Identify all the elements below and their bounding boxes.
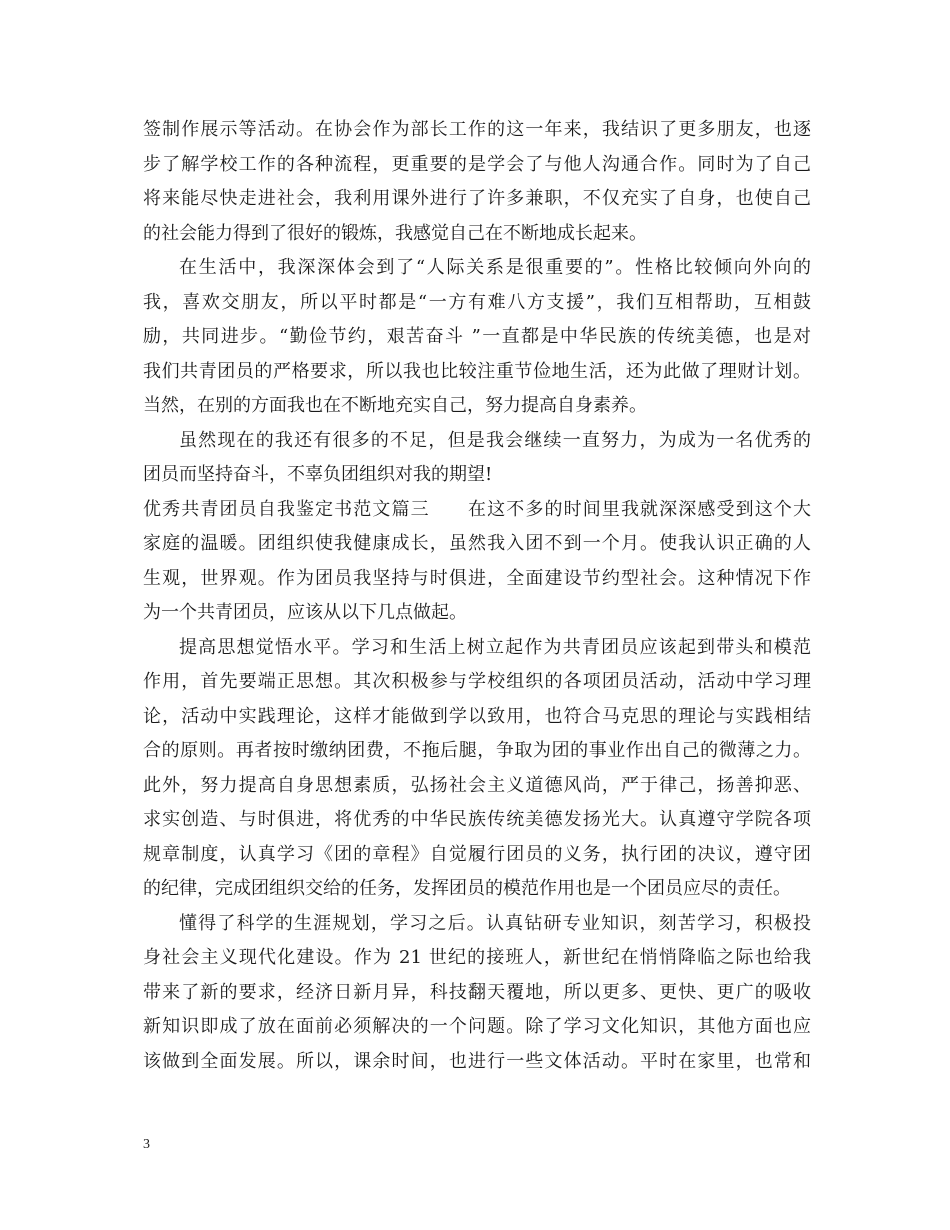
- text-line: 该做到全面发展。所以，课余时间，也进行一些文体活动。平时在家里，也常和: [143, 1050, 811, 1072]
- text-line: 当然，在别的方面我也在不断地充实自己，努力提高自身素养。: [143, 395, 647, 416]
- text-line: 懂得了科学的生涯规划，学习之后。认真钻研专业知识，刻苦学习，积极投: [179, 912, 811, 934]
- text-line: 规章制度，认真学习《团的章程》自觉履行团员的义务，执行团的决议，遵守团: [143, 843, 811, 865]
- text-line: 家庭的温暖。团组织使我健康成长，虽然我入团不到一个月。使我认识正确的人: [143, 533, 811, 554]
- text-line: 励，共同进步。“勤俭节约，艰苦奋斗 ”一直都是中华民族的传统美德，也是对: [143, 326, 811, 347]
- text-line: 签制作展示等活动。在协会作为部长工作的这一年来，我结识了更多朋友，也逐: [143, 119, 811, 140]
- document-body: [143, 113, 811, 1079]
- text-line: 在生活中，我深深体会到了“人际关系是很重要的”。性格比较倾向外向的: [179, 257, 811, 278]
- text-line: 论，活动中实践理论，这样才能做到学以致用，也符合马克思的理论与实践相结: [143, 705, 811, 727]
- text-line: 我，喜欢交朋友，所以平时都是“一方有难八方支援”，我们互相帮助，互相鼓: [143, 291, 811, 313]
- text-line: 生观，世界观。作为团员我坚持与时俱进，全面建设节约型社会。这种情况下作: [143, 567, 811, 589]
- text-line: 此外，努力提高自身思想素质，弘扬社会主义道德风尚，严于律己，扬善抑恶、: [143, 774, 811, 796]
- text-line: 我们共青团员的严格要求，所以我也比较注重节俭地生活，还为此做了理财计划。: [143, 360, 811, 382]
- text-line: 求实创造、与时俱进，将优秀的中华民族传统美德发扬光大。认真遵守学院各项: [143, 809, 811, 830]
- text-line: 身社会主义现代化建设。作为 21 世纪的接班人，新世纪在悄悄降临之际也给我: [143, 947, 811, 968]
- text-line: 将来能尽快走进社会，我利用课外进行了许多兼职，不仅充实了自身，也使自己: [143, 188, 811, 209]
- text-line: 步了解学校工作的各种流程，更重要的是学会了与他人沟通合作。同时为了自己: [143, 153, 811, 175]
- text-line: 为一个共青团员，应该从以下几点做起。: [143, 602, 467, 623]
- text-line: 合的原则。再者按时缴纳团费，不拖后腿，争取为团的事业作出自己的微薄之力。: [143, 740, 811, 761]
- text-line: 的纪律，完成团组织交给的任务，发挥团员的模范作用也是一个团员应尽的责任。: [143, 878, 791, 899]
- text-line: 新知识即成了放在面前必须解决的一个问题。除了学习文化知识，其他方面也应: [143, 1016, 811, 1037]
- text-line: 带来了新的要求，经济日新月异，科技翻天覆地，所以更多、更快、更广的吸收: [143, 981, 811, 1003]
- text-line: 的社会能力得到了很好的锻炼，我感觉自己在不断地成长起来。: [143, 222, 647, 244]
- text-line: 团员而坚持奋斗，不辜负团组织对我的期望!: [143, 464, 493, 485]
- text-line: 作用，首先要端正思想。其次积极参与学校组织的各项团员活动，活动中学习理: [143, 671, 811, 692]
- text-line: 优秀共青团员自我鉴定书范文篇三 在这不多的时间里我就深深感受到这个大: [143, 498, 811, 520]
- text-line: 虽然现在的我还有很多的不足，但是我会继续一直努力，为成为一名优秀的: [179, 429, 811, 451]
- text-line: 提高思想觉悟水平。学习和生活上树立起作为共青团员应该起到带头和模范: [179, 636, 811, 658]
- page-number: 3: [143, 1137, 150, 1152]
